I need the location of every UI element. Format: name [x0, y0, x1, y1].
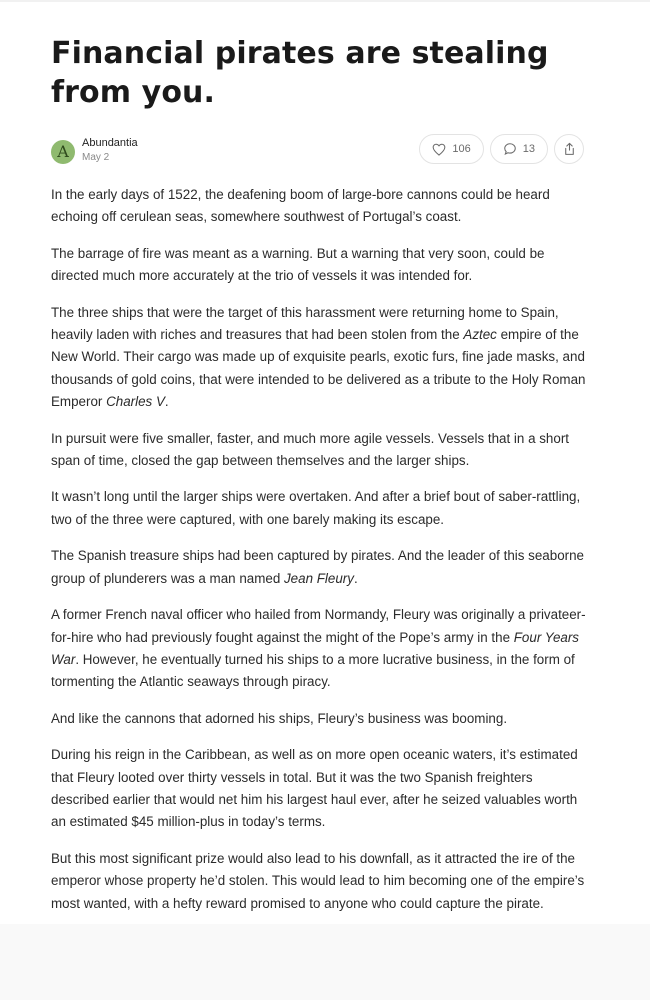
post-date: May 2 [82, 152, 110, 163]
share-icon [563, 142, 576, 156]
paragraph: During his reign in the Caribbean, as well as on more open oceanic waters, it’s estimated that Fleury looted over thirty vessels in total. But it was the two Spanish freighters described earlier that would net him his largest haul ever, after he seized valuables worth an estimated $45 million-plus in today’s terms. [51, 747, 578, 830]
paragraph: But this most significant prize would also lead to his downfall, as it attracted the ire of the emperor whose property he’d stolen. This would lead to him becoming one of the empire’s most wanted, with a hefty reward promised to anyone who could capture the pirate. [51, 850, 585, 911]
comment-icon [503, 142, 517, 156]
article-body [51, 184, 591, 915]
heart-icon [432, 143, 446, 156]
article-title: Financial pirates are stealing from you. [51, 36, 549, 110]
article [51, 34, 591, 929]
engagement-actions [419, 134, 584, 164]
comment-count: 13 [522, 143, 535, 155]
share-button[interactable] [554, 134, 584, 164]
emphasis: Charles V [106, 394, 165, 410]
byline [51, 134, 591, 172]
paragraph: The three ships that were the target of this harassment were returning home to Spain, heavily laden with riches and treasures that had been stolen from the Aztec empire of the New World. Their cargo was made up of exquisite pearls, exotic furs, fine jade masks, and thousands of gold coins, that were intended to be delivered as a tribute to the Holy Roman Emperor Charles V. [51, 304, 586, 410]
top-divider [0, 0, 650, 2]
author-name[interactable]: Abundantia [82, 137, 138, 149]
paragraph: The barrage of fire was meant as a warning. But a warning that very soon, could be directed much more accurately at the trio of vessels it was intended for. [51, 245, 545, 284]
comment-button[interactable] [490, 134, 548, 164]
emphasis: Jean Fleury [283, 570, 354, 586]
paragraph: It wasn’t long until the larger ships were overtaken. And after a brief bout of saber-rattling, two of the three were captured, with one barely making its escape. [51, 489, 581, 527]
paragraph: In the early days of 1522, the deafening boom of large-bore cannons could be heard echoing off cerulean seas, somewhere southwest of Portugal’s coast. [51, 187, 550, 225]
paragraph: The Spanish treasure ships had been captured by pirates. And the leader of this seaborne group of plunderers was a man named Jean Fleury. [51, 548, 584, 586]
like-button[interactable] [419, 134, 483, 164]
emphasis: Four Years War [51, 629, 580, 667]
paragraph: And like the cannons that adorned his ships, Fleury’s business was booming. [51, 710, 508, 726]
bottom-area [0, 924, 650, 1000]
emphasis: Aztec [463, 327, 497, 343]
paragraph: In pursuit were five smaller, faster, and much more agile vessels. Vessels that in a short span of time, closed the gap between themselves and the larger ships. [51, 430, 570, 469]
like-count: 106 [452, 143, 471, 155]
avatar[interactable]: A [51, 140, 75, 164]
paragraph: A former French naval officer who hailed from Normandy, Fleury was originally a privateer-for-hire who had previously fought against the might of the Pope’s army in the Four Years War. However, he eventually turned his ships to a more lucrative business, in the form of tormenting the Atlantic seaways through piracy. [51, 607, 586, 690]
